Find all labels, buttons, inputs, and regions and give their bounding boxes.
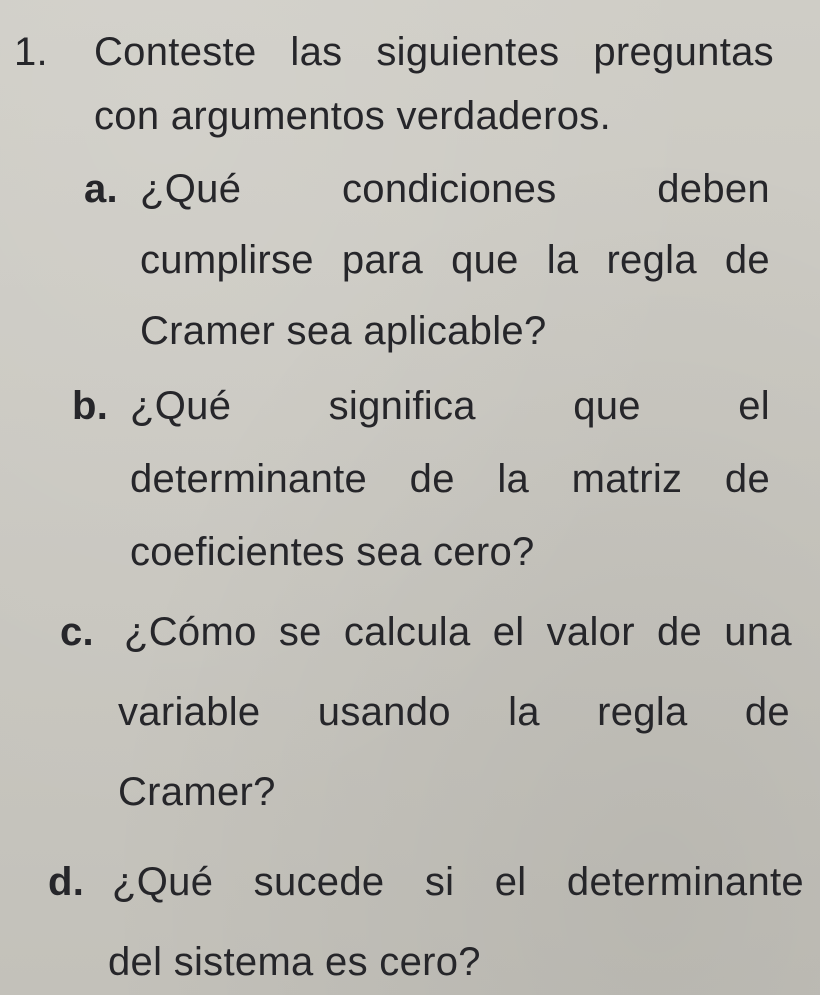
word: sucede	[253, 860, 385, 904]
word: determinante	[566, 860, 804, 904]
item-c-line-2	[118, 688, 790, 736]
word: significa	[328, 384, 476, 428]
word: se	[278, 610, 322, 654]
word: de	[657, 610, 703, 654]
item-c-line-1	[124, 608, 792, 656]
word: la	[546, 238, 579, 282]
item-b-line-1	[130, 382, 770, 430]
item-a-marker: a.	[84, 167, 118, 211]
word: usando	[317, 690, 451, 734]
word: que	[451, 238, 519, 282]
word: ¿Qué	[140, 167, 242, 211]
word: preguntas	[593, 30, 774, 74]
question-line-1	[94, 28, 774, 76]
word: las	[290, 30, 343, 74]
word: de	[724, 238, 770, 282]
word: ¿Cómo	[124, 610, 257, 654]
word: condiciones	[341, 167, 557, 211]
item-b-line-3: coeficientes sea cero?	[130, 530, 535, 574]
word: ¿Qué	[130, 384, 232, 428]
word: la	[497, 457, 530, 501]
word: si	[424, 860, 455, 904]
word: cumplirse	[140, 238, 314, 282]
item-d-line-2: del sistema es cero?	[108, 940, 481, 984]
question-line-2: con argumentos verdaderos.	[94, 94, 611, 138]
word: de	[724, 457, 770, 501]
word: ¿Qué	[112, 860, 214, 904]
word: regla	[597, 690, 688, 734]
word: para	[341, 238, 424, 282]
item-b-marker: b.	[72, 384, 109, 428]
question-number: 1.	[14, 30, 48, 74]
item-a-line-1	[140, 165, 770, 213]
item-c-marker: c.	[60, 610, 94, 654]
item-a-line-3: Cramer sea aplicable?	[140, 309, 547, 353]
word: de	[409, 457, 455, 501]
item-b-line-2	[130, 455, 770, 503]
word: que	[573, 384, 641, 428]
word: variable	[118, 690, 261, 734]
word: el	[492, 610, 525, 654]
item-a-line-2	[140, 236, 770, 284]
word: siguientes	[376, 30, 560, 74]
word: determinante	[130, 457, 368, 501]
item-c-line-3: Cramer?	[118, 770, 276, 814]
word: valor	[546, 610, 635, 654]
word: una	[724, 610, 792, 654]
word: Conteste	[94, 30, 257, 74]
word: el	[494, 860, 527, 904]
word: el	[738, 384, 770, 428]
word: calcula	[343, 610, 471, 654]
word: deben	[657, 167, 770, 211]
item-d-marker: d.	[48, 860, 85, 904]
word: de	[744, 690, 790, 734]
word: la	[508, 690, 540, 734]
item-d-line-1	[112, 858, 804, 906]
word: matriz	[571, 457, 683, 501]
word: regla	[606, 238, 697, 282]
